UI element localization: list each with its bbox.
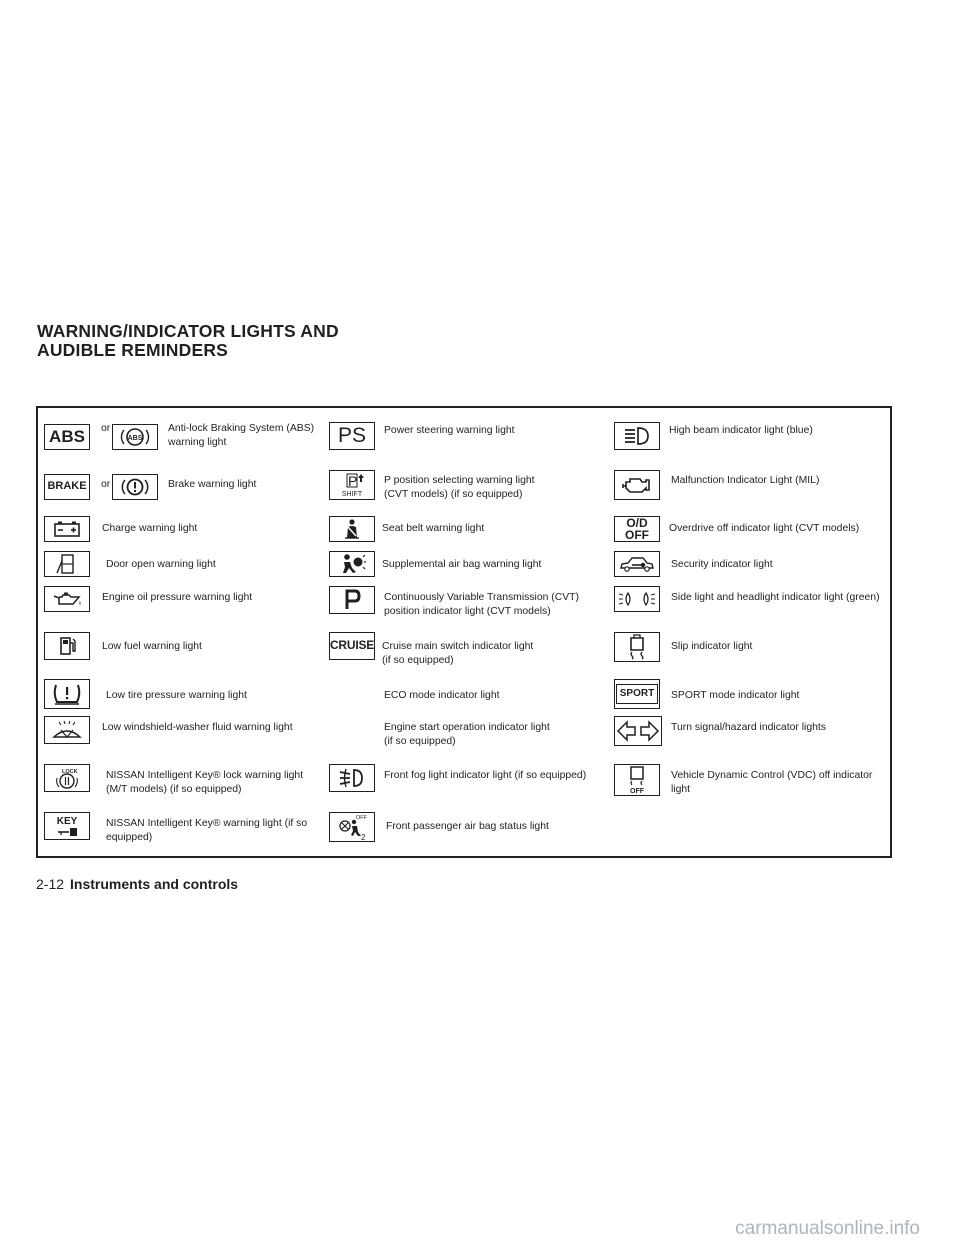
entry-label: High beam indicator light (blue) — [669, 425, 813, 436]
entry-security — [614, 551, 889, 579]
entry-label: Low windshield-washer fluid warning light — [102, 722, 293, 733]
entry-label: Turn signal/hazard indicator lights — [671, 722, 826, 733]
entry-engine-start — [329, 716, 609, 750]
svg-text:LOCK: LOCK — [62, 769, 78, 775]
entry-cvt — [329, 586, 609, 620]
cruise-icon: CRUISE — [329, 632, 375, 660]
abs-circle-icon — [112, 424, 158, 450]
brake-circle-icon — [112, 474, 158, 500]
entry-label: Side light and headlight indicator light (green) — [671, 592, 880, 603]
entry-fuel — [44, 632, 334, 662]
passenger-airbag-icon — [329, 812, 375, 842]
fog-light-icon — [329, 764, 375, 792]
entry-label: Door open warning light — [106, 559, 216, 570]
watermark: carmanualsonline.info — [735, 1218, 920, 1239]
oil-can-icon — [44, 586, 90, 612]
entry-label: Supplemental air bag warning light — [382, 559, 542, 570]
key-lock-icon — [44, 764, 90, 792]
abs-icon: ABS — [44, 424, 90, 450]
entry-label: Engine start operation indicator light (if so equipped) — [384, 722, 550, 747]
svg-text:2: 2 — [361, 833, 366, 841]
security-car-icon — [614, 551, 660, 577]
entry-label: Vehicle Dynamic Control (VDC) off indicator light — [671, 770, 873, 795]
page-footer — [36, 876, 238, 892]
entry-airbag — [329, 551, 609, 579]
section-heading — [37, 322, 339, 360]
section-title: Instruments and controls — [70, 876, 239, 892]
svg-text:OFF: OFF — [630, 788, 644, 795]
entry-label: Low fuel warning light — [102, 641, 202, 652]
fuel-pump-icon — [44, 632, 90, 660]
entry-cruise — [329, 632, 609, 666]
entry-label: Front fog light indicator light (if so equipped) — [384, 770, 587, 781]
entry-label: ECO mode indicator light — [384, 690, 500, 701]
svg-text:ABS: ABS — [127, 435, 143, 442]
entry-label: P position selecting warning light (CVT models) (if so equipped) — [384, 475, 535, 500]
entry-sport — [614, 679, 889, 709]
entry-charge — [44, 516, 334, 544]
entry-high-beam — [614, 422, 889, 452]
airbag-icon — [329, 551, 375, 577]
high-beam-icon — [614, 422, 660, 450]
entry-label: NISSAN Intelligent Key® lock warning light (M/T models) (if so equipped) — [106, 770, 304, 795]
svg-text:P: P — [348, 473, 358, 489]
entry-label: Engine oil pressure warning light — [102, 592, 253, 603]
entry-key-lock — [44, 764, 334, 794]
entry-fog — [329, 764, 609, 794]
entry-door — [44, 551, 334, 579]
entry-tire — [44, 679, 334, 709]
entry-oil — [44, 586, 334, 614]
indicator-lights-panel — [36, 406, 892, 858]
key-icon — [44, 812, 90, 840]
entry-passenger-airbag — [329, 812, 609, 846]
washer-fluid-icon — [44, 716, 90, 744]
entry-label: Charge warning light — [102, 523, 198, 534]
entry-label: Malfunction Indicator Light (MIL) — [671, 475, 820, 486]
door-icon — [44, 551, 90, 577]
heading-line-1: WARNING/INDICATOR LIGHTS AND — [37, 321, 339, 341]
entry-seat-belt — [329, 516, 609, 544]
entry-power-steering — [329, 422, 609, 452]
entry-label: Low tire pressure warning light — [106, 690, 247, 701]
battery-icon — [44, 516, 90, 542]
p-shift-icon — [329, 470, 375, 500]
entry-label: Brake warning light — [168, 479, 257, 490]
entry-label: Slip indicator light — [671, 641, 753, 652]
entry-label: Anti-lock Braking System (ABS) warning light — [168, 423, 315, 448]
brake-icon: BRAKE — [44, 474, 90, 500]
entry-label: Seat belt warning light — [382, 523, 485, 534]
entry-label: Power steering warning light — [384, 425, 515, 436]
svg-text:OFF: OFF — [356, 815, 367, 821]
entry-p-shift — [329, 470, 609, 504]
entry-side-light — [614, 586, 889, 614]
entry-label: Security indicator light — [671, 559, 773, 570]
entry-label: Overdrive off indicator light (CVT models) — [669, 523, 860, 534]
entry-label: SPORT mode indicator light — [671, 690, 800, 701]
page-number: 2-12 — [36, 876, 65, 892]
entry-label: Front passenger air bag status light — [386, 821, 549, 832]
entry-eco — [329, 679, 609, 707]
or-text: or — [101, 423, 111, 434]
entry-key — [44, 812, 334, 844]
cvt-p-icon — [329, 586, 375, 614]
entry-slip — [614, 632, 889, 666]
entry-turn-signal — [614, 716, 889, 746]
entry-label: Continuously Variable Transmission (CVT) position indicator light (CVT models) — [384, 592, 579, 617]
power-steering-icon: PS — [329, 422, 375, 450]
vdc-off-icon — [614, 764, 660, 796]
tire-pressure-icon — [44, 679, 90, 709]
entry-mil — [614, 470, 889, 500]
od-off-icon: O/D OFF — [614, 516, 660, 542]
svg-text:SHIFT: SHIFT — [341, 491, 363, 498]
sport-icon: SPORT — [614, 679, 660, 709]
svg-text:KEY: KEY — [56, 816, 78, 827]
entry-label: Cruise main switch indicator light (if so equipped) — [382, 641, 534, 666]
entry-brake — [44, 474, 334, 504]
seat-belt-icon — [329, 516, 375, 542]
or-text: or — [101, 479, 111, 490]
entry-washer — [44, 716, 334, 744]
slip-icon — [614, 632, 660, 662]
heading-line-2: AUDIBLE REMINDERS — [37, 340, 229, 360]
entry-vdc-off — [614, 764, 889, 798]
entry-label: NISSAN Intelligent Key® warning light (if so equipped) — [106, 818, 308, 843]
entry-abs — [44, 422, 334, 456]
turn-signal-icon — [614, 716, 662, 746]
engine-icon — [614, 470, 660, 500]
entry-od-off — [614, 516, 889, 544]
side-light-icon — [614, 586, 660, 612]
